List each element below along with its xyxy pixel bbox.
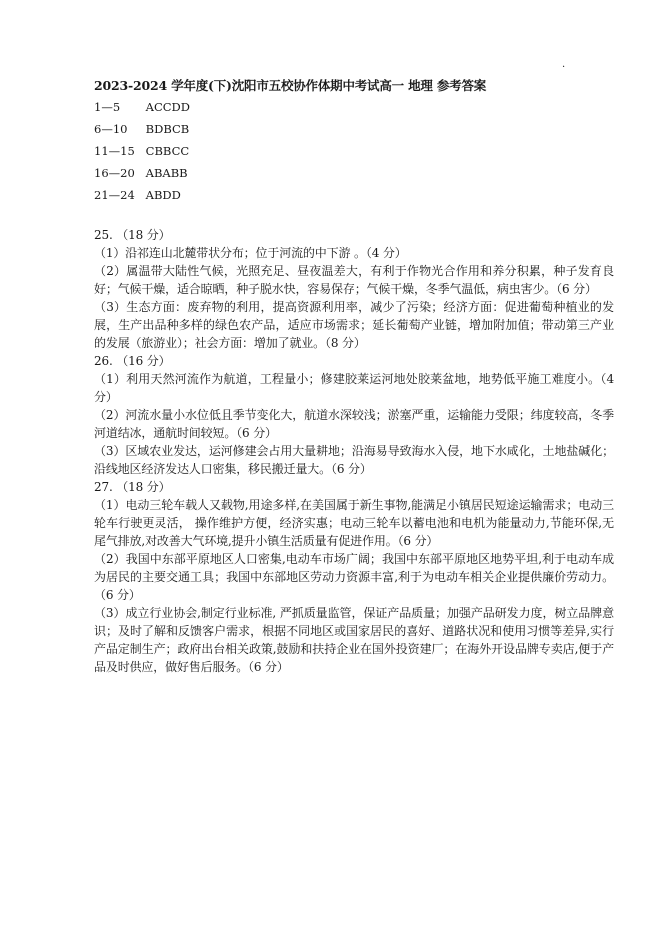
choice-answer-row [94, 188, 614, 202]
answer-letters: CBBCC [145, 144, 190, 158]
answer-paragraph: （1）沿祁连山北麓带状分布；位于河流的中下游 。（4 分） [94, 246, 407, 260]
answer-paragraph: （3）生态方面：废弃物的利用，提高资源利用率，减少了污染；经济方面：促进葡萄种植业的发展，生产出品种多样的绿色农产品，适应市场需求；延长葡萄产业链，增加附加值；带动第三产业的发展（旅游业）；社会方面：增加了就业。（8 分） [94, 300, 614, 350]
answer-paragraph: （2）河流水量小水位低且季节变化大，航道水深较浅；淤塞严重，运输能力受限；纬度较高，冬季河道结冰，通航时间较短。（6 分） [94, 408, 614, 440]
answer-paragraph: （3）成立行业协会,制定行业标准, 严抓质量监管，保证产品质量；加强产品研发力度，树立品牌意识；及时了解和反馈客户需求，根据不同地区或国家居民的喜好、道路状况和使用习惯等差异,实行产品定制生产；政府出台相关政策,鼓励和扶持企业在国外投资建厂；在海外开设品牌专卖店,便于产品及时供应，做好售后服务。（6 分） [94, 606, 614, 674]
choice-answer-list [94, 100, 614, 202]
choice-answer-row [94, 166, 614, 180]
answer-paragraph: （3）区域农业发达，运河修建会占用大量耕地；沿海易导致海水入侵，地下水咸化，土地盐碱化；沿线地区经济发达人口密集，移民搬迁量大。（6 分） [94, 444, 614, 476]
answer-paragraph: （2）我国中东部平原地区人口密集,电动车市场广阔；我国中东部平原地区地势平坦,利于电动车成为居民的主要交通工具；我国中东部地区劳动力资源丰富,利于为电动车相关企业提供廉价劳动力。（6 分） [94, 552, 614, 602]
choice-answer-row [94, 144, 614, 158]
question-range: 21—24 [94, 188, 135, 202]
answer-letters: ABDD [145, 188, 181, 202]
spacer [94, 210, 614, 226]
answer-paragraph: （2）属温带大陆性气候，光照充足、昼夜温差大，有利于作物光合作用和养分积累，种子发育良好；气候干燥，适合晾晒，种子脱水快，容易保存；气候干燥，冬季气温低，病虫害少。（6 分） [94, 264, 614, 296]
answer-letters: BDBCB [145, 122, 190, 136]
answer-letters: ACCDD [145, 100, 190, 114]
corner-dot: . [562, 59, 566, 70]
question-range: 1—5 [94, 100, 121, 114]
question-26 [94, 352, 614, 478]
answer-paragraph: （1）电动三轮车载人又载物,用途多样,在美国属于新生事物,能满足小镇居民短途运输需求；电动三轮车行驶更灵活， 操作维护方便，经济实惠；电动三轮车以蓄电池和电机为能量动力,节能环保,无尾气排放,对改善大气环境,提升小镇生活质量有促进作用。（6 分） [94, 498, 614, 548]
question-27 [94, 478, 614, 676]
question-heading: 25. （18 分） [94, 228, 171, 242]
question-25 [94, 226, 614, 352]
answer-paragraph: （1）利用天然河流作为航道，工程量小；修建胶莱运河地处胶莱盆地，地势低平施工难度小。（4 分） [94, 372, 614, 404]
choice-answer-row [94, 100, 614, 114]
document-title: 2023-2024 学年度(下)沈阳市五校协作体期中考试高一 地理 参考答案 [94, 78, 487, 93]
question-range: 16—20 [94, 166, 135, 180]
question-heading: 27. （18 分） [94, 480, 171, 494]
answer-sheet [94, 78, 614, 676]
answer-letters: ABABB [145, 166, 188, 180]
choice-answer-row [94, 122, 614, 136]
question-range: 6—10 [94, 122, 128, 136]
question-range: 11—15 [94, 144, 135, 158]
question-heading: 26. （16 分） [94, 354, 171, 368]
